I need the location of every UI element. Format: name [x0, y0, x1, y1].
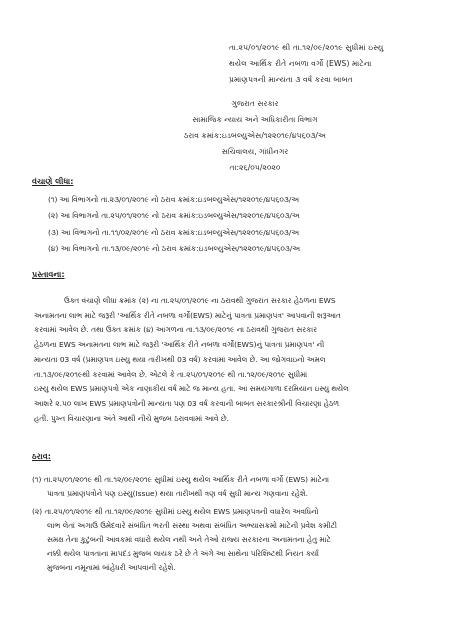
- clause-line: મુજબના નમૂનામાં બાંહેધરી આપવાની રહેશે.: [47, 563, 176, 572]
- subject-block: [229, 40, 453, 88]
- clause-line: (૨) તા.૨૫/૦૧/૨૦૧૯ થી તા.૧૨/૦૯/૨૦૧૯ સુધીમાં ઇસ્યુ થયેલ EWS પ્રમાણપત્રની વધારેલ અવધિનો: [32, 507, 319, 516]
- preamble-line: હતી. પુખ્ત વિચારણાના અંતે આથી નીચે મુજબ ઠરાવવામાં આવે છે.: [34, 413, 229, 423]
- preamble-heading: પ્રસ્તાવના:: [32, 270, 65, 279]
- preamble-line: ઇસ્યુ થયેલ EWS પ્રમાણપત્રો એક નાણાકીય વર્ષ માટે જ માન્ય હતા. આ સમયગાળા દરમિયાન ઇસ્યુ થયેલ: [34, 384, 349, 394]
- preamble-line: કરવામાં આવેલ છે. તથા ઉક્ત ક્રમાંક (૪) આગળના તા.૧૩/૦૯/૨૦૧૯ ના ઠરાવથી ગુજરાત સરકાર: [34, 325, 317, 335]
- clause-line: સમક્ષ તેના કુટુંબની આવકમાં વધારો થયેલ નથી અને તેઓ રાજ્ય સરકારના અનામતના હેતુ માટે: [47, 535, 331, 544]
- preamble-line: આશરે ૨.૫૦ લાખ EWS પ્રમાણપત્રોની માન્યતા પણ 03 વર્ષ કરવાની બાબત સરકારશ્રીની વિચારણા હેઠળ: [34, 398, 340, 408]
- department-name: સામાજિક ન્યાય અને અધિકારીતા વિભાગ: [192, 115, 318, 124]
- clause-line: (૧) તા.૨૫/૦૧/૨૦૧૯ થી તા.૧૨/૦૯/૨૦૧૯ સુધીમાં ઇસ્યુ થયેલ આર્થિક રીતે નબળા વર્ગો (EWS) માટેના: [32, 475, 330, 484]
- subject-line: થયેલ આર્થિક રીતે નબળા વર્ગો (EWS) માટેના: [229, 59, 372, 68]
- preamble-line: અનામતના લાભ માટે જરૂરી 'આર્થિક રીતે નબળા વર્ગો(EWS) માટેનું પાત્રતા પ્રમાણપત્ર' આપવાની શરૂઆત: [34, 310, 341, 320]
- preamble-line: માન્યતા 03 વર્ષ (પ્રમાણપત્ર ઇસ્યુ થયા તારીખથી 03 વર્ષ) કરવામાં આવેલ છે. આ જોગવાઇનો અમલ: [34, 354, 326, 364]
- reference-item: (૩) આ વિભાગનો તા.૧૧/૦૨/૨૦૧૯ નો ઠરાવ ક્રમાંક:ઇડબલ્યુએસ/૧૨૨૦૧૯/૪૫૬૦૩/અ: [48, 227, 300, 237]
- issuing-authority-header: [150, 96, 360, 176]
- reference-item: (૪) આ વિભાગનો તા.૧૩/૦૯/૨૦૧૯ નો ઠરાવ ક્રમાંક:ઇડબલ્યુએસ/૧૨૨૦૧૯/૪૫૬૦૩/અ: [48, 243, 301, 253]
- office-location: સચિવાલય, ગાંધીનગર: [221, 147, 289, 156]
- resolution-heading: ઠરાવ:: [32, 452, 51, 461]
- reference-item: (૨) આ વિભાગનો તા.૨૫/૦૧/૨૦૧૯ નો ઠરાવ ક્રમાંક:ઇડબલ્યુએસ/૧૨૨૦૧૯/૪૫૬૦૩/અ: [48, 211, 300, 221]
- preamble-line: તા.૧૩/૦૯/૨૦૧૯થી કરવામાં આવેલ છે. એટલે કે તા.૨૫/૦૧/૨૦૧૯ થી તા.૧૨/૦૯/૨૦૧૯ સુધીમાં: [34, 369, 308, 379]
- preamble-line: ઉક્ત વંચાણે લીધા ક્રમાંક (૨) ના તા.૨૫/૦૧/૨૦૧૯ ના ઠરાવથી ગુજરાત સરકાર હેઠળના EWS: [64, 296, 336, 305]
- clause-line: નક્કી થયેલ પાત્રતાના માપદંડ મુજબ લાયક ઠરે છે તે અંગે આ સાથેના પરિશિષ્ટથી નિયત કર્યા: [47, 549, 319, 558]
- resolution-clauses: [32, 473, 448, 575]
- references-list: [48, 192, 448, 257]
- resolution-clause-2: [32, 505, 448, 575]
- subject-line: તા.૨૫/૦૧/૨૦૧૯ થી તા.૧૨/૦૯/૨૦૧૯ સુધીમાં ઇસ્યુ: [229, 43, 384, 52]
- preamble-paragraph: [34, 294, 446, 426]
- resolution-clause-1: [32, 473, 448, 501]
- clause-line: પાત્રતા પ્રમાણપત્રોને પણ ઇસ્યુ(Issue) થયા તારીખથી ત્રણ વર્ષ સુધી માન્ય ગણવાના રહેશે.: [47, 489, 309, 498]
- references-heading: વંચાણે લીધા:: [32, 177, 74, 186]
- government-name: ગુજરાત સરકાર: [231, 99, 279, 108]
- clause-line: લાભ લેતાં અગાઉ ઉમેદવારે સંબંધિત ભરતી સંસ્થા અથવા સંબંધિત અભ્યાસક્રમો માટેની પ્રવેશ કમીટી: [47, 521, 338, 530]
- preamble-line: હેઠળના EWS અનામતના લાભ માટે જરૂરી 'આર્થિક રીતે નબળા વર્ગો(EWS)નું પાત્રતા પ્રમાણપત્ર' ની: [34, 340, 325, 350]
- reference-item: (૧) આ વિભાગનો તા.૨૩/૦૧/૨૦૧૯ નો ઠરાવ ક્રમાંક:ઇડબલ્યુએસ/૧૨૨૦૧૯/૪૫૬૦૩/અ: [48, 195, 300, 204]
- resolution-number: ઠરાવ ક્રમાંક:ઇડબલ્યુએસ/૧૨૨૦૧૯/૪૫૬૦૩/અ: [183, 131, 327, 140]
- resolution-date: તા:૨૬/૦૫/૨૦૨૦: [229, 163, 281, 172]
- subject-line: પ્રમાણપત્રની માન્યતા ૩ વર્ષ કરવા બાબત: [229, 75, 353, 84]
